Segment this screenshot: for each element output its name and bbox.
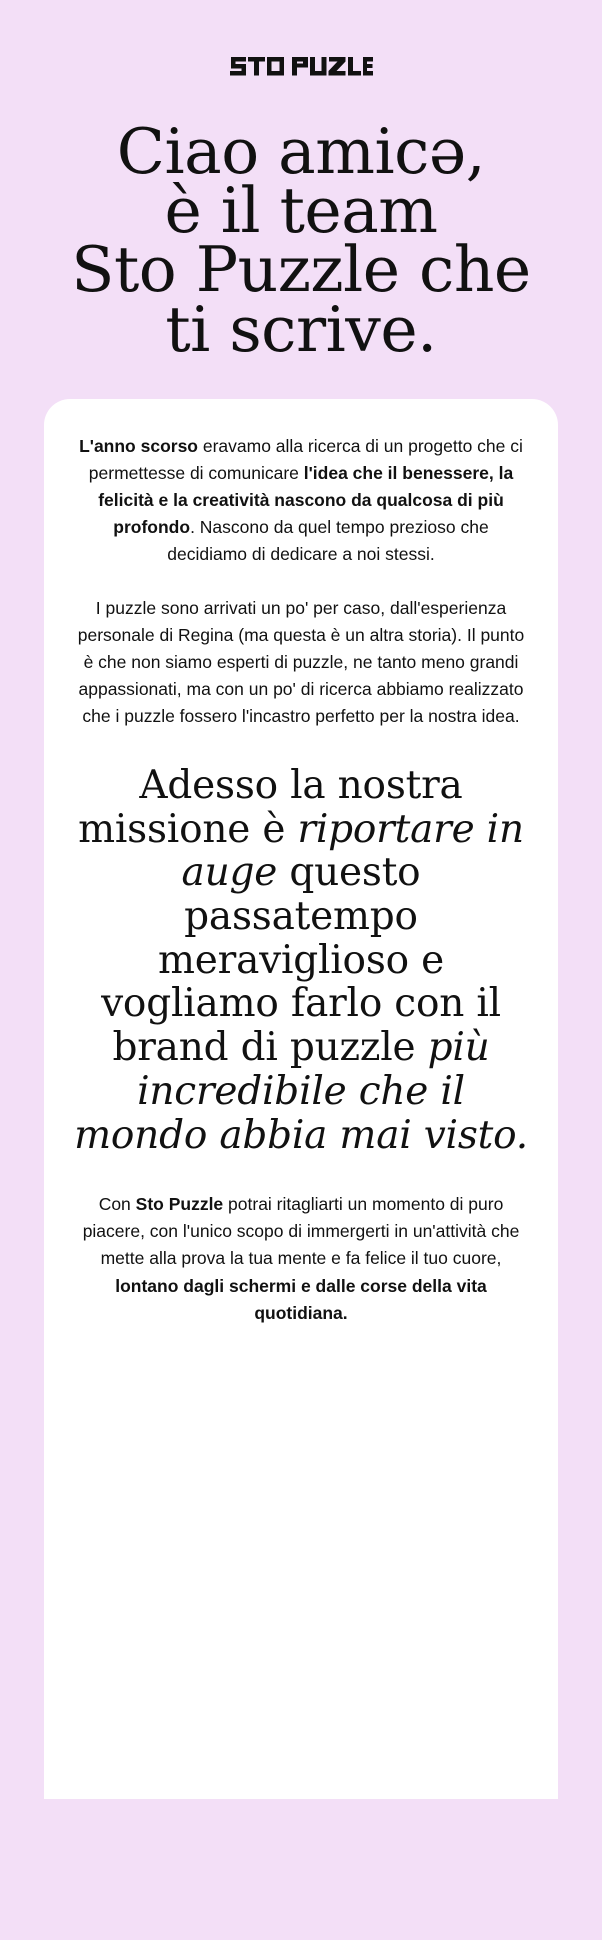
mission-italic-a: riportare in auge [181,806,524,896]
mission-text-a: Adesso la nostra missione è [78,763,463,852]
mission-italic-b: più incredibile che il mondo abbia mai visto. [74,1025,528,1158]
sto-puzzle-logo-icon [229,50,373,80]
paragraph-one [74,433,528,569]
closing-bold-end: lontano dagli schermi e dalle corse della vita quotidiana. [115,1275,487,1323]
closing-text-a: Con [98,1194,136,1215]
paragraph-one-text-b: . Nascono da quel tempo prezioso che decidiamo di dedicare a noi stessi. [167,517,489,565]
headline-line-4: ti scrive. [165,292,437,366]
mission-statement [74,764,528,1157]
headline-line-1: Ciao amicǝ, [116,115,486,188]
headline-line-2: è il team [164,174,438,248]
closing-bold-brand: Sto Puzzle [135,1194,224,1215]
closing-paragraph [74,1191,528,1327]
paragraph-one-text-a: eravamo alla ricerca di un progetto che ci permettesse di comunicare [88,435,523,483]
closing-text-b: potrai ritagliarti un momento di puro piacere, con l'unico scopo di immergerti in un'attività che mette alla prova la tua mente e fa felice il tuo cuore, [82,1194,520,1269]
logo-container [0,0,602,86]
mission-text-b: questo passatempo meraviglioso e vogliamo farlo con il brand di puzzle [101,850,501,1071]
page-title [26,115,576,366]
paragraph-one-bold-lead: L'anno scorso [79,435,198,456]
content-card [44,399,558,1799]
paragraph-two: I puzzle sono arrivati un po' per caso, dall'esperienza personale di Regina (ma questa è un altra storia). Il punto è che non siamo esperti di puzzle, ne tanto meno grandi appassionati, ma con un po' di ricerca abbiamo realizzato che i puzzle fossero l'incastro perfetto per la nostra idea. [77,597,525,726]
paragraph-one-bold-mid: l'idea che il benessere, la felicità e la creatività nascono da qualcosa di più profondo [98,463,514,538]
headline-line-3: Sto Puzzle che [71,233,531,307]
